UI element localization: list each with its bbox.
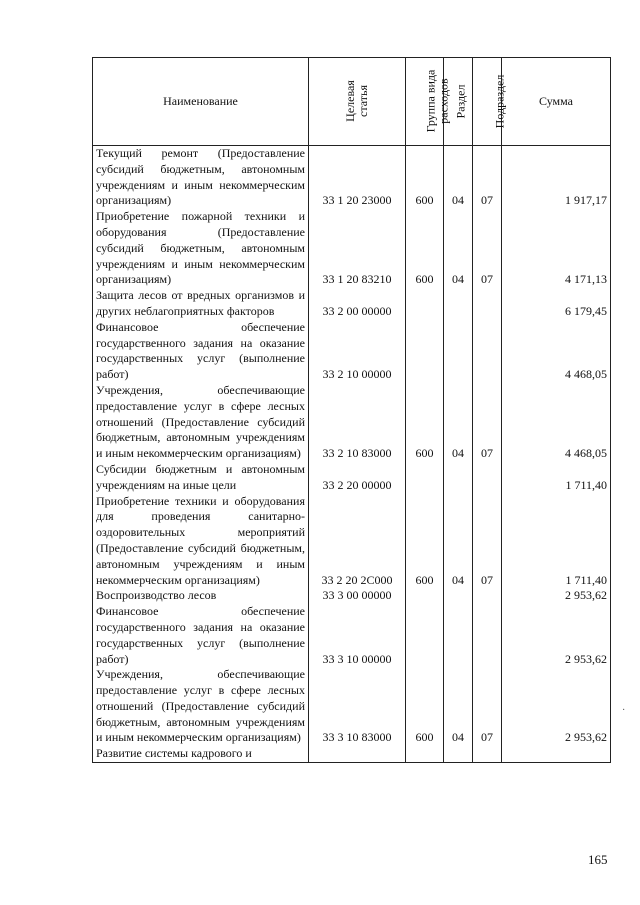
row-sum: 2 953,62 [502, 588, 611, 604]
row-name: Развитие системы кадрового и [93, 746, 309, 762]
row-section [444, 320, 473, 383]
row-target-code: 33 2 20 00000 [309, 462, 406, 494]
header-group-line2: расходов [436, 78, 451, 124]
row-section: 04 [444, 146, 473, 210]
row-section [444, 746, 473, 762]
row-expense-group [406, 462, 444, 494]
stray-mark: · [622, 705, 626, 716]
row-name: Приобретение пожарной техники и оборудования (Предоставление субсидий бюджетным, автономным учреждениям и иным некоммерческим организациям) [93, 209, 309, 288]
table-body [93, 146, 611, 763]
row-target-code: 33 2 10 83000 [309, 383, 406, 462]
row-name: Воспроизводство лесов [93, 588, 309, 604]
row-name: Субсидии бюджетным и автономным учреждениям на иные цели [93, 462, 309, 494]
row-section: 04 [444, 494, 473, 589]
row-section [444, 588, 473, 604]
table-row [93, 667, 611, 746]
row-subsection: 07 [473, 383, 502, 462]
row-subsection: 07 [473, 667, 502, 746]
header-subsection [473, 58, 507, 146]
row-subsection: 07 [473, 494, 502, 589]
header-section-label: Раздел [453, 84, 468, 119]
row-subsection [473, 604, 502, 667]
row-subsection [473, 288, 502, 320]
row-subsection [473, 462, 502, 494]
table-row [93, 146, 611, 210]
row-name: Учреждения, обеспечивающие предоставление услуг в сфере лесных отношений (Предоставление субсидий бюджетным, автономным учреждениям и иным некоммерческим организациям) [93, 667, 309, 746]
row-section [444, 288, 473, 320]
row-section: 04 [444, 209, 473, 288]
row-subsection [473, 588, 502, 604]
header-row [93, 58, 611, 146]
row-target-code: 33 3 10 83000 [309, 667, 406, 746]
row-target-code: 33 2 00 00000 [309, 288, 406, 320]
header-group-line1: Группа вида [423, 69, 438, 133]
row-expense-group: 600 [406, 146, 444, 210]
row-name: Приобретение техники и оборудования для проведения санитарно-оздоровительных мероприятий (Предоставление субсидий бюджетным, автономным учреждениям и иным некоммерческим организациям) [93, 494, 309, 589]
row-section [444, 604, 473, 667]
row-target-code: 33 2 20 2С000 [309, 494, 406, 589]
row-target-code: 33 3 10 00000 [309, 604, 406, 667]
row-subsection [473, 320, 502, 383]
row-sum: 1 711,40 [502, 462, 611, 494]
table-row [93, 462, 611, 494]
row-sum: 6 179,45 [502, 288, 611, 320]
row-name: Текущий ремонт (Предоставление субсидий бюджетным, автономным учреждениям и иным некоммерческим организациям) [93, 146, 309, 210]
row-target-code: 33 1 20 83210 [309, 209, 406, 288]
row-expense-group: 600 [406, 667, 444, 746]
row-section: 04 [444, 383, 473, 462]
table-row [93, 604, 611, 667]
header-expense-group [406, 58, 451, 146]
page-number: 165 [588, 852, 608, 867]
row-expense-group [406, 588, 444, 604]
row-sum: 2 953,62 [502, 667, 611, 746]
header-name: Наименование [93, 58, 309, 146]
row-target-code: 33 3 00 00000 [309, 588, 406, 604]
table-row [93, 746, 611, 762]
row-sum: 2 953,62 [502, 604, 611, 667]
row-expense-group [406, 604, 444, 667]
header-target-line2: статья [355, 85, 370, 117]
row-name: Защита лесов от вредных организмов и других неблагоприятных факторов [93, 288, 309, 320]
row-sum [502, 746, 611, 762]
table-row [93, 383, 611, 462]
row-target-code: 33 1 20 23000 [309, 146, 406, 210]
table-row [93, 320, 611, 383]
row-section: 04 [444, 667, 473, 746]
row-target-code: 33 2 10 00000 [309, 320, 406, 383]
row-expense-group: 600 [406, 209, 444, 288]
budget-table [92, 57, 611, 763]
row-sum: 4 171,13 [502, 209, 611, 288]
table-row [93, 588, 611, 604]
row-section [444, 462, 473, 494]
table-row [93, 209, 611, 288]
row-subsection: 07 [473, 146, 502, 210]
row-expense-group: 600 [406, 383, 444, 462]
row-sum: 4 468,05 [502, 383, 611, 462]
header-subsection-label: Подраздел [492, 74, 507, 129]
header-target-article [309, 58, 406, 146]
header-sum: Сумма [502, 58, 611, 146]
row-name: Финансовое обеспечение государственного задания на оказание государственных услуг (выполнение работ) [93, 320, 309, 383]
row-expense-group [406, 746, 444, 762]
row-sum: 4 468,05 [502, 320, 611, 383]
row-expense-group [406, 288, 444, 320]
row-name: Финансовое обеспечение государственного задания на оказание государственных услуг (выполнение работ) [93, 604, 309, 667]
table-row [93, 288, 611, 320]
row-expense-group: 600 [406, 494, 444, 589]
row-subsection [473, 746, 502, 762]
row-subsection: 07 [473, 209, 502, 288]
header-target-line1: Целевая [342, 80, 357, 122]
row-sum: 1 711,40 [502, 494, 611, 589]
table-row [93, 494, 611, 589]
row-sum: 1 917,17 [502, 146, 611, 210]
row-expense-group [406, 320, 444, 383]
row-name: Учреждения, обеспечивающие предоставление услуг в сфере лесных отношений (Предоставление субсидий бюджетным, автономным учреждениям и иным некоммерческим организациям) [93, 383, 309, 462]
row-target-code [309, 746, 406, 762]
